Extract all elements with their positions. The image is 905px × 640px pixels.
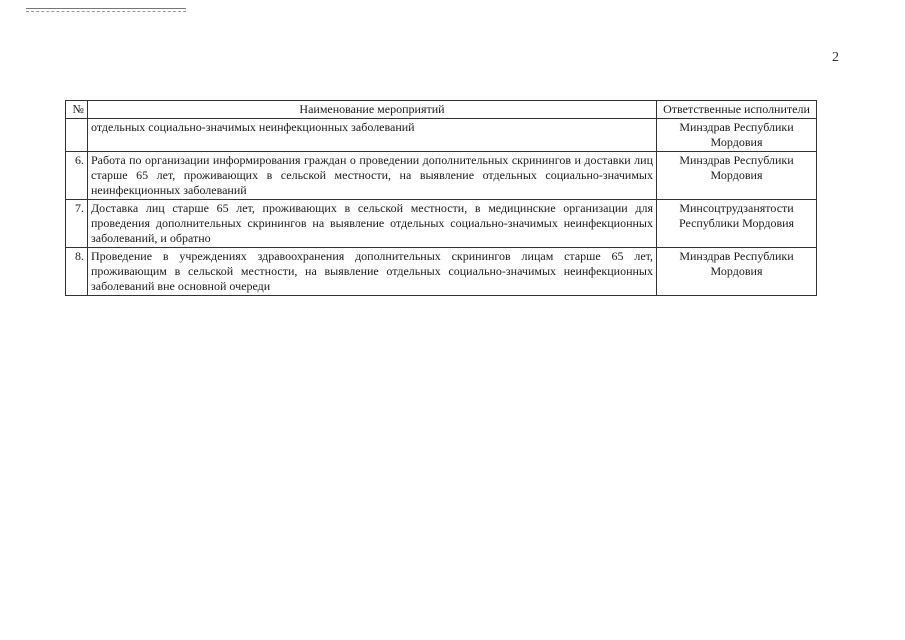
row-responsible: Минздрав Республики Мордовия <box>657 119 817 152</box>
header-responsible: Ответственные исполнители <box>657 101 817 119</box>
row-responsible: Минздрав Республики Мордовия <box>657 152 817 200</box>
row-responsible: Минздрав Республики Мордовия <box>657 248 817 296</box>
row-number: 7. <box>66 200 88 248</box>
table-row <box>66 119 817 152</box>
row-number: 6. <box>66 152 88 200</box>
row-activity: Проведение в учреждениях здравоохранения дополнительных скринингов лицам старше 65 лет, проживающим в сельской местности, на выявление отдельных социально-значимых неинфекционных заболеваний вне основной очереди <box>88 248 657 296</box>
activities-table <box>65 100 817 296</box>
row-activity: Работа по организации информирования граждан о проведении дополнительных скринингов и доставки лиц старше 65 лет, проживающих в сельской местности, на выявление отдельных социально-значимых неинфекционных заболеваний <box>88 152 657 200</box>
row-responsible: Минсоцтрудзанятости Республики Мордовия <box>657 200 817 248</box>
row-number <box>66 119 88 152</box>
top-scan-rule <box>26 8 186 12</box>
row-number: 8. <box>66 248 88 296</box>
table-row <box>66 248 817 296</box>
row-activity: отдельных социально-значимых неинфекционных заболеваний <box>88 119 657 152</box>
table-header-row <box>66 101 817 119</box>
header-activity: Наименование мероприятий <box>88 101 657 119</box>
row-activity: Доставка лиц старше 65 лет, проживающих в сельской местности, в медицинские организации для проведения дополнительных скринингов на выявление отдельных социально-значимых неинфекционных заболеваний, и обратно <box>88 200 657 248</box>
header-number: № <box>66 101 88 119</box>
table-row <box>66 200 817 248</box>
page-number: 2 <box>832 50 839 65</box>
table-row <box>66 152 817 200</box>
